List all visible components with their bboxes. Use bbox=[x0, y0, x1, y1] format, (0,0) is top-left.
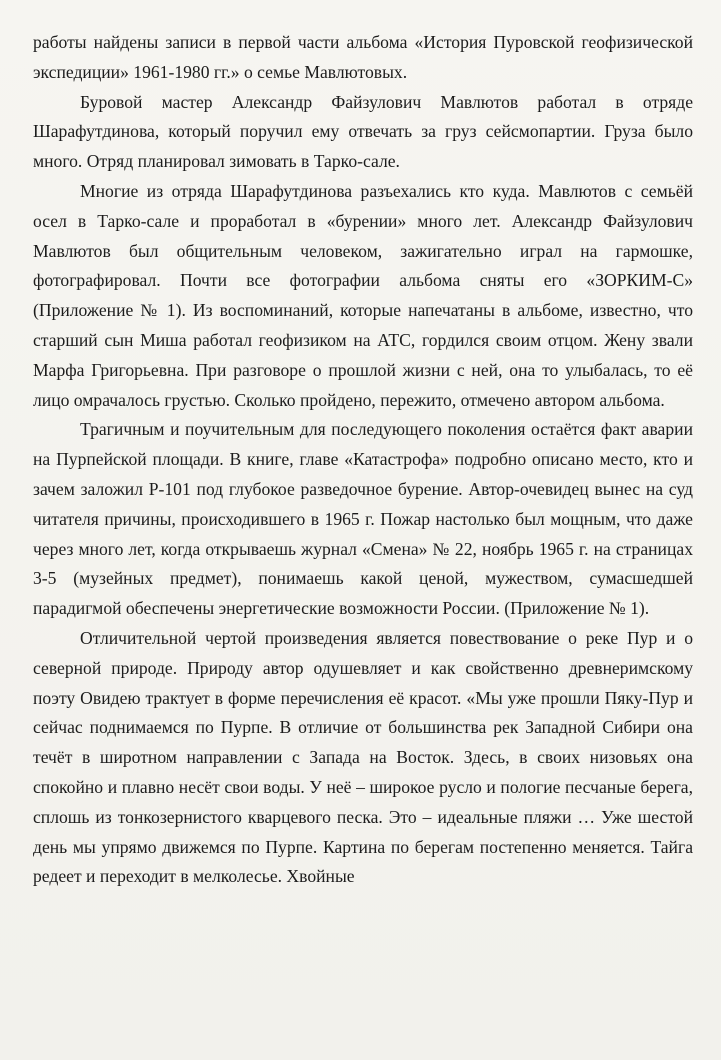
paragraph-pur-river-nature: Отличительной чертой произведения является повествование о реке Пур и о северной природе. Природу автор одушевляет и как свойственно древнеримскому поэту Овидею трактует в форме перечисления её красот. «Мы уже прошли Пяку-Пур и сейчас поднимаемся по Пурпе. В отличие от большинства рек Западной Сибири она течёт в широтном направлении с Запада на Восток. Здесь, в своих низовьях она спокойно и плавно несёт свои воды. У неё – широкое русло и пологие песчаные берега, сплошь из тонкозернистого кварцевого песка. Это – идеальные пляжи … Уже шестой день мы упрямо движемся по Пурпе. Картина по берегам постепенно меняется. Тайга редеет и переходит в мелколесье. Хвойные bbox=[33, 627, 693, 887]
document-body bbox=[33, 28, 693, 892]
paragraph-drilling-master: Буровой мастер Александр Файзулович Мавлютов работал в отряде Шарафутдинова, который поручил ему отвечать за груз сейсмопартии. Груза было много. Отряд планировал зимовать в Тарко-сале. bbox=[33, 91, 693, 172]
paragraph-mavlyutov-family: Многие из отряда Шарафутдинова разъехались кто куда. Мавлютов с семьёй осел в Тарко-сале и проработал в «бурении» много лет. Александр Файзулович Мавлютов был общительным человеком, зажигательно играл на гармошке, фотографировал. Почти все фотографии альбома сняты его «ЗОРКИМ-С» (Приложение № 1). Из воспоминаний, которые напечатаны в альбоме, известно, что старший сын Миша работал геофизиком на АТС, гордился своим отцом. Жену звали Марфа Григорьевна. При разговоре о прошлой жизни с ней, она то улыбалась, то её лицо омрачалось грустью. Сколько пройдено, пережито, отмечено автором альбома. bbox=[33, 180, 693, 410]
paragraph-continuation: работы найдены записи в первой части альбома «История Пуровской геофизической экспедиции» 1961-1980 гг.» о семье Мавлютовых. bbox=[33, 32, 693, 82]
paragraph-purpey-accident: Трагичным и поучительным для последующего поколения остаётся факт аварии на Пурпейской площади. В книге, главе «Катастрофа» подробно описано место, кто и зачем заложил Р-101 под глубокое разведочное бурение. Автор-очевидец вынес на суд читателя причины, происходившего в 1965 г. Пожар настолько был мощным, что даже через много лет, когда открываешь журнал «Смена» № 22, ноябрь 1965 г. на страницах 3-5 (музейных предмет), понимаешь какой ценой, мужеством, сумасшедшей парадигмой обеспечены энергетические возможности России. (Приложение № 1). bbox=[33, 419, 693, 619]
